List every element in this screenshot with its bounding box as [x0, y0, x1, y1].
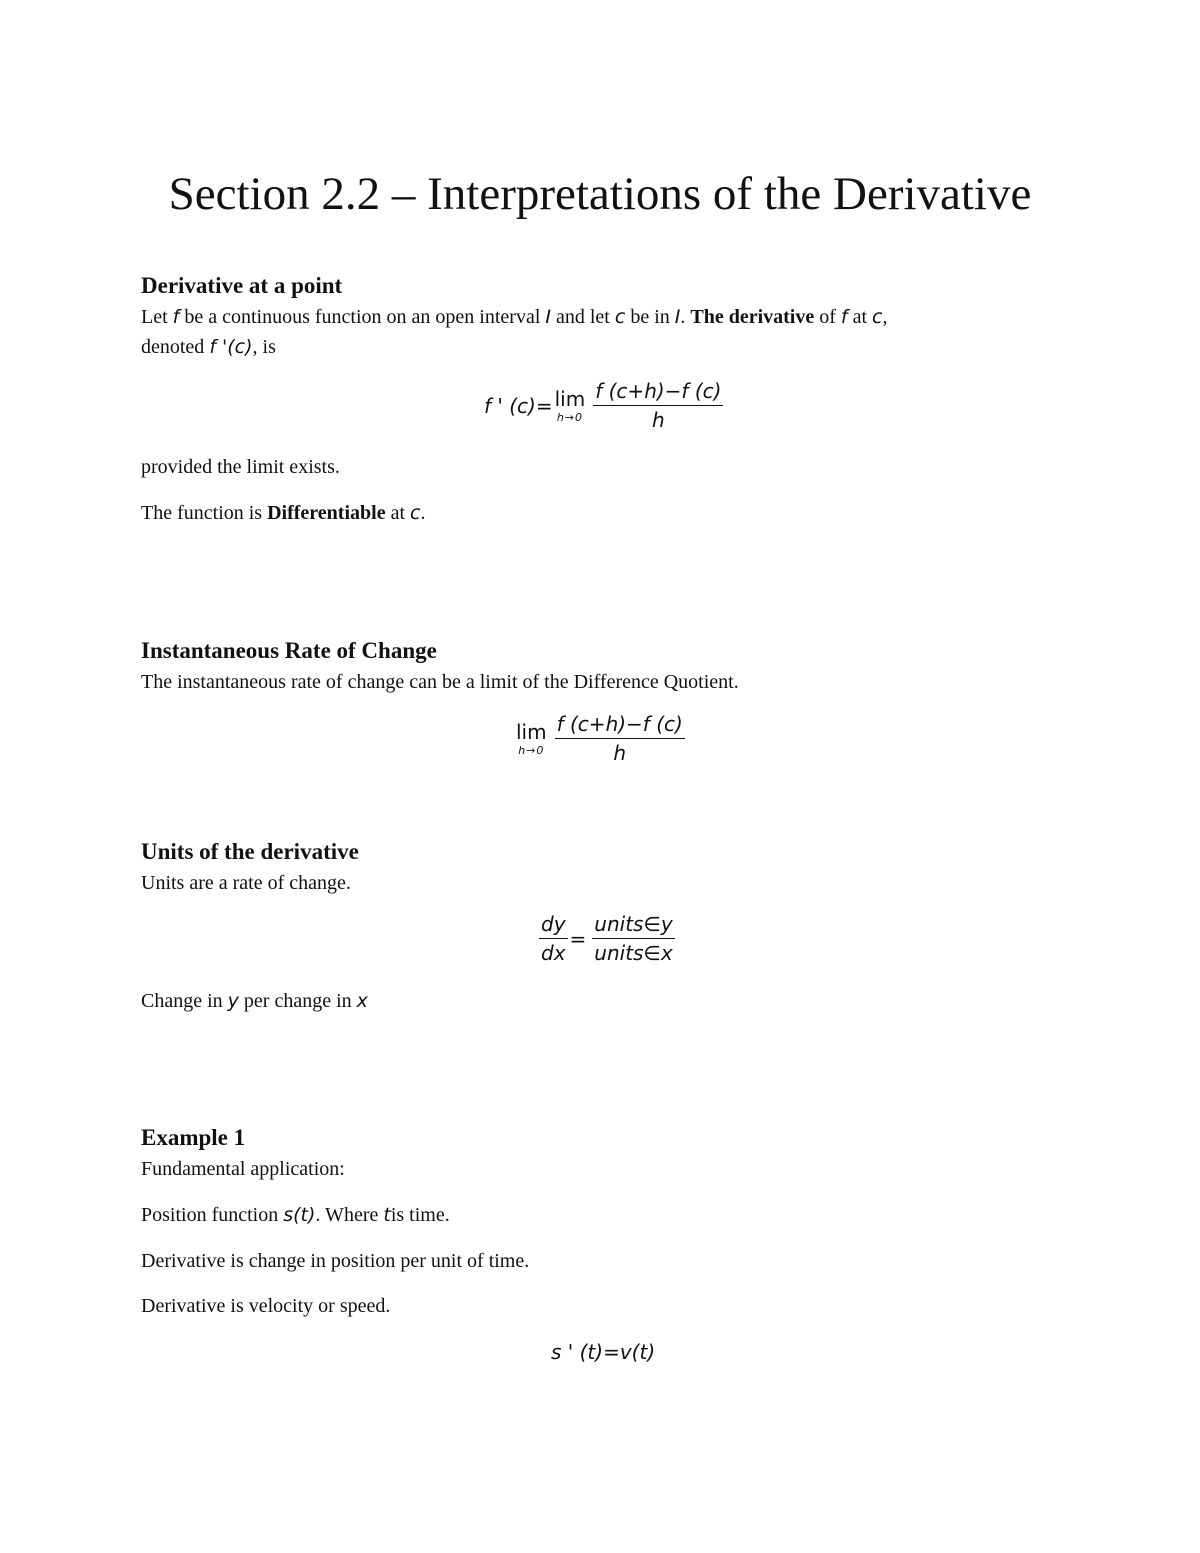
- limit-word: lim: [554, 386, 586, 411]
- page-title: Section 2.2 – Interpretations of the Derivative: [168, 168, 1032, 220]
- derivative-definition-formula: [484, 380, 723, 431]
- dy-dx-fraction: [539, 913, 568, 964]
- text: be a continuous function on an open interval: [179, 306, 546, 328]
- definition-line-1: [141, 303, 888, 332]
- text: of: [814, 306, 841, 328]
- limit-subscript: h→0: [518, 743, 545, 757]
- example-line-3: Derivative is change in position per unit of time.: [141, 1250, 530, 1272]
- text: . Where: [315, 1204, 384, 1226]
- example-line-4: Derivative is velocity or speed.: [141, 1295, 391, 1317]
- velocity-formula: s ' (t)=v(t): [551, 1340, 656, 1364]
- bold-term-differentiable: Differentiable: [267, 502, 386, 524]
- text: per change in: [238, 990, 357, 1012]
- text: .: [420, 502, 426, 524]
- text: and let: [550, 306, 615, 328]
- heading-derivative-at-point: Derivative at a point: [141, 273, 343, 298]
- text: at: [847, 306, 873, 328]
- heading-example-1: Example 1: [141, 1125, 246, 1150]
- heading-units: Units of the derivative: [141, 839, 359, 864]
- note-limit-exists: provided the limit exists.: [141, 456, 340, 478]
- units-fraction: [592, 913, 674, 964]
- limit-operator: [516, 721, 547, 757]
- difference-quotient-formula: [514, 713, 685, 764]
- math-c: c: [872, 306, 883, 328]
- text: Position function: [141, 1204, 284, 1226]
- fraction-numerator: dy: [539, 913, 568, 939]
- limit-subscript: h→0: [556, 410, 584, 424]
- math-f-prime-c: f '(c): [209, 336, 253, 358]
- definition-line-2: [141, 333, 276, 362]
- fraction-denominator: h: [613, 741, 627, 765]
- math-c: c: [614, 306, 626, 328]
- text: .: [680, 306, 691, 328]
- fraction-numerator: units∈y: [592, 913, 674, 939]
- text: Change in: [141, 990, 228, 1012]
- text: The function is: [141, 502, 268, 524]
- bold-term-the-derivative: The derivative: [690, 306, 815, 328]
- units-note: [141, 987, 368, 1016]
- difference-quotient: [593, 380, 723, 431]
- difference-quotient: [555, 713, 685, 764]
- units-text: Units are a rate of change.: [141, 872, 351, 894]
- math-I: I: [545, 306, 551, 328]
- fraction-denominator: units∈x: [594, 941, 673, 965]
- formula-lhs: f ' (c)=: [484, 393, 553, 418]
- math-I: I: [674, 306, 681, 328]
- example-line-1: Fundamental application:: [141, 1158, 345, 1180]
- text: be in: [625, 306, 675, 328]
- limit-word: lim: [516, 719, 547, 744]
- text: is time.: [390, 1204, 450, 1226]
- math-f: f: [840, 306, 848, 328]
- math-x: x: [356, 990, 368, 1012]
- text: at: [385, 502, 411, 524]
- units-formula: [535, 913, 675, 964]
- math-c: c: [410, 502, 421, 524]
- equals-sign: =: [569, 926, 587, 951]
- fraction-numerator: f (c+h)−f (c): [593, 380, 723, 406]
- note-differentiable: [141, 499, 425, 528]
- math-y: y: [227, 990, 239, 1012]
- example-line-2: [141, 1201, 450, 1230]
- text: Let: [141, 306, 173, 328]
- fraction-denominator: h: [651, 408, 665, 432]
- math-t: t: [383, 1204, 391, 1226]
- instantaneous-text: The instantaneous rate of change can be a limit of the Difference Quotient.: [141, 671, 739, 693]
- limit-operator: [555, 388, 586, 424]
- heading-instantaneous-rate: Instantaneous Rate of Change: [141, 638, 437, 663]
- text: , is: [252, 336, 276, 358]
- text: denoted: [141, 336, 210, 358]
- math-s-of-t: s(t): [283, 1204, 316, 1226]
- math-f: f: [172, 306, 180, 328]
- fraction-numerator: f (c+h)−f (c): [555, 713, 685, 739]
- text: ,: [882, 306, 888, 328]
- fraction-denominator: dx: [541, 941, 566, 965]
